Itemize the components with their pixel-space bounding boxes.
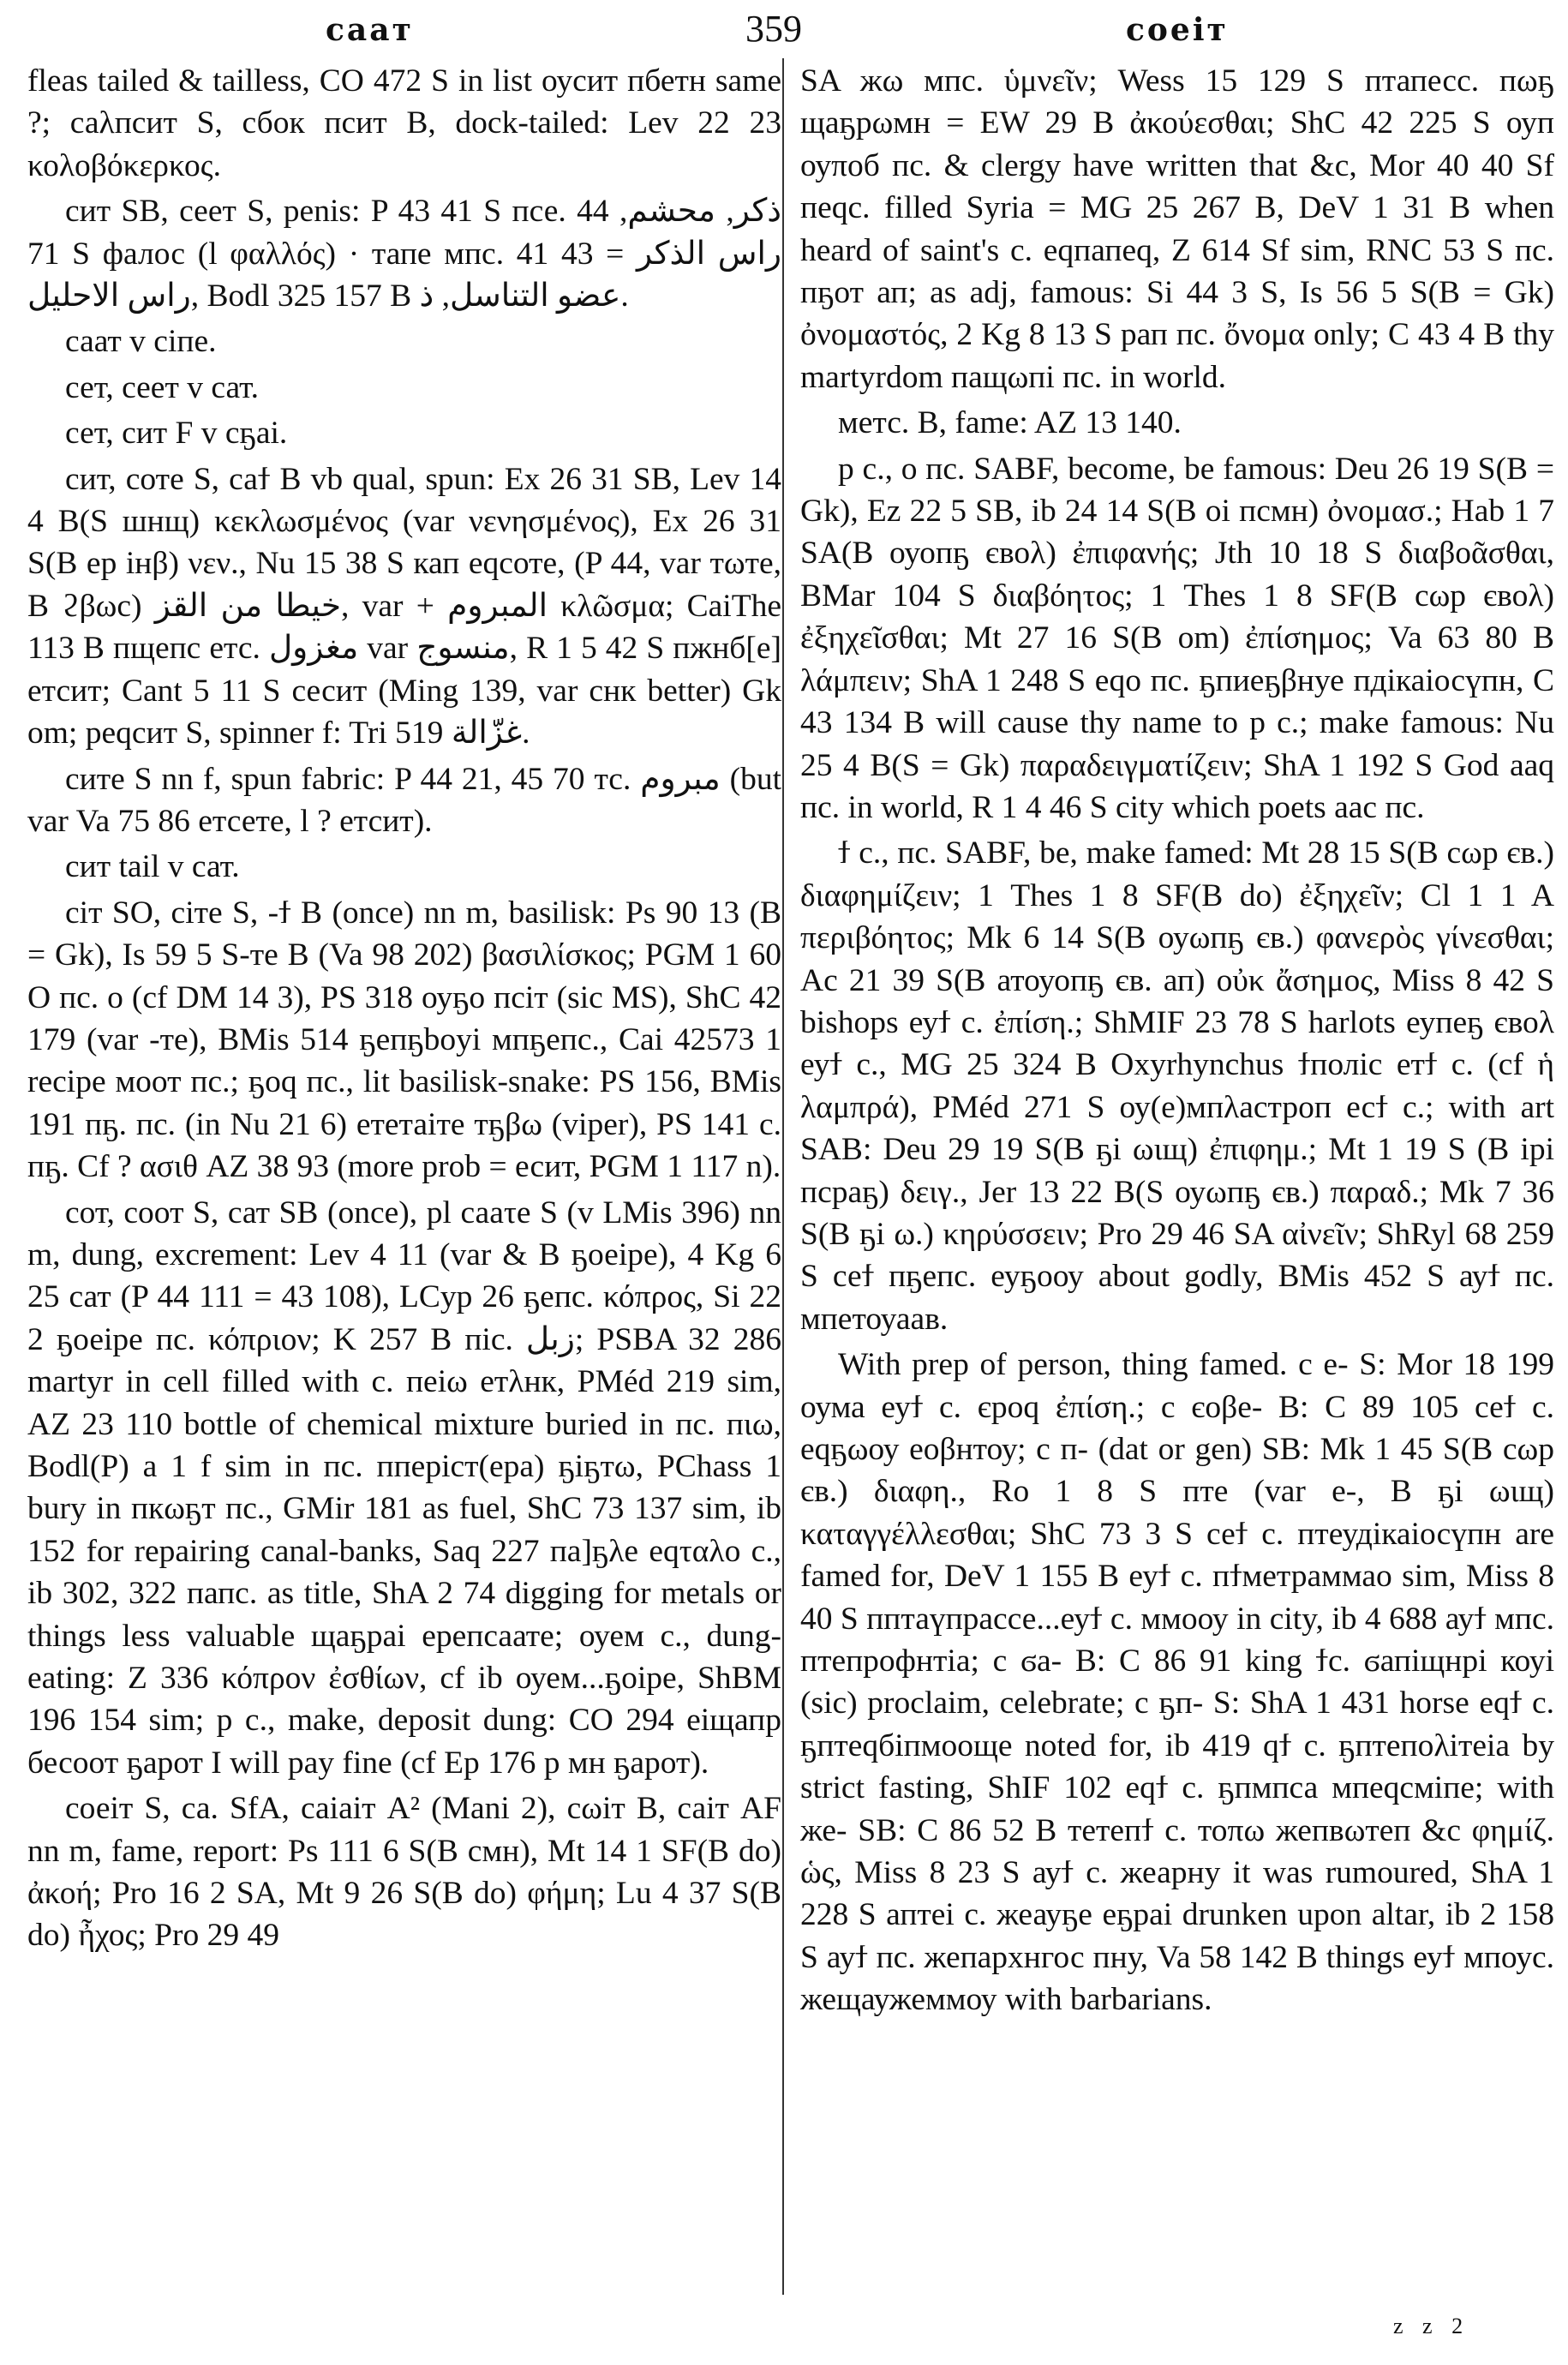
dictionary-entry: соеіт S, са. SfA, саіаіт A² (Mani 2), сωіт B, саіт AF nn m, fame, report: Ps 111 6 S(B смн), Mt 14 1 SF(B do) ἀκοή; Pro 16 2 SA, Mt 9 26 S(B do) φήμη; Lu 4 37 S(B do) ἦχος; Pro 29 49 bbox=[27, 1791, 781, 1954]
dictionary-entry: сит, соте S, саϯ B vb qual, spun: Ex 26 31 SB, Lev 14 4 B(S шнщ) κεκλωσμένος (var νενησμένος), Ex 26 31 S(B ер інβ) νεν., Nu 15 38 S кап еqсоте, (P 44, var тωте, B ϩβωс) خيطا من القز, var + المبروم κλῶσμα; CaiThe 113 B пщепс етс. مغزول var منسوج, R 1 5 42 S пжнб[е] етсит; Cant 5 11 S сесит (Ming 139, var снк better) Gk om; реqсит S, spinner f: Tri 519 غزّالة. bbox=[27, 461, 782, 751]
dictionary-entry: With prep of person, thing famed. с е- S: Mor 18 199 оума еуϯ с. єроq ἐπίση.; с єоβе- B: C 89 105 сеϯ с. еqҕωоу еоβнтоу; с п- (dat or gen) SB: Mk 1 45 S(B сωр єв.) διαφη., Ro 1 8 S пте (var е-, B ҕі ωιщ) καταγγέλλεσθαι; ShC 73 3 S сеϯ с. птеудікаіосүпн are famed for, DeV 1 155 B еуϯ с. пϯметраммао sim, Miss 8 40 S пптаүпрассе...еуϯ с. ммооу in city, ib 4 688 ауϯ мпс. птепрофнтіа; с ϭа- B: C 86 91 king ϯс. ϭапіщнрі коуі (sic) proclaim, celebrate; с ҕп- S: ShA 1 431 horse еqϯ с. ҕптеqбіпмооще noted for, ib 419 qϯ с. ҕптепоλітеіа by strict fasting, ShIF 102 еqϯ с. ҕпмпса мпеqсміпе; with же- SB: C 86 52 B тетепϯ с. тоπω жепвωтеп &c φημίζ. ὡς, Miss 8 23 S ауϯ с. жеарну it was rumoured, ShA 1 228 S аптеі с. жеауҕе еҕраі drunken upon altar, ib 2 158 S ауϯ пс. жепархнгос пну, Va 58 142 B things еуϯ мпоус. жещаужеммоу with barbarians. bbox=[800, 1347, 1554, 2018]
right-column bbox=[800, 60, 1554, 2021]
left-column bbox=[27, 60, 781, 1957]
dictionary-entry: сит tail v сат. bbox=[65, 849, 240, 885]
dictionary-entry: сет, сит F v сҕаі. bbox=[65, 416, 288, 452]
dictionary-entry: сіт SO, сіте S, -ϯ B (once) nn m, basilisk: Ps 90 13 (B = Gk), Is 59 5 S-те B (Va 98 202) βασιλίσκος; PGM 1 60 O пс. о (cf DM 14 3), PS 318 оуҕо псіт (sic MS), ShC 42 179 (var -те), BMis 514 ҕепҕboуі мпҕепс., Cai 42573 1 recipe моот пс.; ҕоq пс., lit basilisk-snake: PS 156, BMis 191 пҕ. пс. (in Nu 21 6) ететаіте тҕβω (viper), PS 141 с. пҕ. Cf ? ασιθ AZ 38 93 (more prob = есит, PGM 1 117 n). bbox=[27, 895, 781, 1185]
dictionary-entry: сите S nn f, spun fabric: P 44 21, 45 70 тс. مبروم (but var Va 75 86 етсете, l ? етсит). bbox=[27, 761, 781, 839]
dictionary-entry: сет, сеет v сат. bbox=[65, 369, 260, 405]
dictionary-entry: саат v сіпе. bbox=[65, 324, 217, 360]
dictionary-entry: SA жω мпс. ὑμνεῖν; Wess 15 129 S птапесс. пωҕ щаҕрωмн = EW 29 B ἀκούεσθαι; ShC 42 225 S оуп оуποб пс. & clergy have written that &c, Mor 40 40 Sf пеqс. filled Syria = MG 25 267 B, DeV 1 31 B when heard of saint's с. еqпапеq, Z 614 Sf sim, RNC 53 S пс. пҕот ап; as adj, famous: Si 44 3 S, Is 56 5 S(B = Gk) ὀνομαστός, 2 Kg 8 13 S рап пс. ὄνομα only; C 43 4 B thy martyrdom пащωпі пс. in world. bbox=[800, 63, 1554, 395]
dictionary-entry: метс. B, fame: AZ 13 140. bbox=[838, 405, 1182, 441]
column-divider bbox=[782, 58, 784, 2295]
dictionary-entry: сит SB, сеет S, penis: P 43 41 S псе. ذكر, محشم, 44 71 S фалос (l φαλλός) · тапе мпс. راس الذكر = 43 41 راس الاحليل, Bodl 325 157 B عضو التناسل, ذ. bbox=[27, 194, 782, 314]
dictionary-entry: сот, соот S, сат SB (once), pl сааτе S (v LMis 396) nn m, dung, excrement: Lev 4 11 (var & B ҕоеіре), 4 Kg 6 25 сат (P 44 111 = 43 108), LCyp 26 ҕепс. κόπρος, Si 22 2 ҕоеіре пс. κόπριον; K 257 B піс. زبل; PSBA 32 286 martyr in cell filled with с. пеіω етλнк, PMéd 219 sim, AZ 23 110 bottle of chemical mixture buried in пс. пιω, Bodl(P) a 1 f sim in пс. пперіст(ера) ҕіҕтω, PChass 1 bury in пкωҕт пс., GMir 181 as fuel, ShC 73 137 sim, ib 152 for repairing canal-banks, Saq 227 па]ҕλе еqταλо с., ib 302, 322 папс. as title, ShA 2 74 digging for metals or things less valuable щаҕраі ерепсаате; оуем с., dung-eating: Z 336 κόπρον ἐσθίων, cf ib оуем...ҕоіре, ShBM 196 154 sim; р с., make, deposit dung: CO 294 еіщапр бесоот ҕарот I will pay fine (cf Ep 176 р мн ҕарот). bbox=[27, 1194, 781, 1781]
dictionary-entry: р с., о пс. SABF, become, be famous: Deu 26 19 S(B = Gk), Ez 22 5 SB, ib 24 14 S(B оі псмн) ὀνομασ.; Hab 1 7 SA(B оуопҕ євоλ) ἐπιφανής; Jth 10 18 S διαβοᾶσθαι, BMar 104 S διαβόητος; 1 Thes 1 8 SF(B сωр євоλ) ἐξηχεῖσθαι; Mt 27 16 S(B om) ἐπίσημος; Va 63 80 B λάμπειν; ShA 1 248 S еqо пс. ҕпиеҕβнуе пдікаіосүпн, C 43 134 B will cause thy name to р с.; make famous: Nu 25 4 B(S = Gk) παραδειγματίζειν; ShA 1 192 S God ааq пс. in world, R 1 4 46 S city which poets аас пс. bbox=[800, 451, 1554, 825]
signature-mark: z z 2 bbox=[1393, 2314, 1470, 2338]
dictionary-entry: fleas tailed & tailless, CO 472 S in list оусит пбетн same ?; саλпсит S, сбок псит B, dock-tailed: Lev 22 23 κολοβόκερκος. bbox=[27, 63, 781, 183]
running-head-right: соеіт bbox=[1126, 12, 1229, 48]
dictionary-entry: ϯ с., пс. SABF, be, make famed: Mt 28 15 S(B сωр єв.) διαφημίζειν; 1 Thes 1 8 SF(B do) ἐξηχεῖν; Cl 1 1 A περιβόητος; Mk 6 14 S(B оуωпҕ єв.) φανερὸς γίνεσθαι; Ac 21 39 S(B атоуопҕ єв. ап) οὐκ ἄσημος, Miss 8 42 S bishops еуϯ с. ἐπίση.; ShMIF 23 78 S harlots еупеҕ євоλ еуϯ с., MG 25 324 B Oxyrhynchus ϯполіс етϯ с. (cf ἡ λαμπρά), PMéd 271 S оу(е)мпλастрοп есϯ с.; with art SAB: Deu 29 19 S(B ҕі ωιщ) ἐπιφημ.; Mt 1 19 S (B ірі псраҕ) δειγ., Jer 13 22 B(S оуωпҕ єв.) παραδ.; Mk 7 36 S(B ҕі ω.) κηρύσσειν; Pro 29 46 SA αἰνεῖν; ShRyl 68 259 S сеϯ пҕепс. еуҕооу about godly, BMis 452 S ауϯ пс. мпетоуаав. bbox=[800, 835, 1554, 1337]
page-number: 359 bbox=[745, 8, 802, 50]
running-head-left: саат bbox=[326, 12, 414, 48]
